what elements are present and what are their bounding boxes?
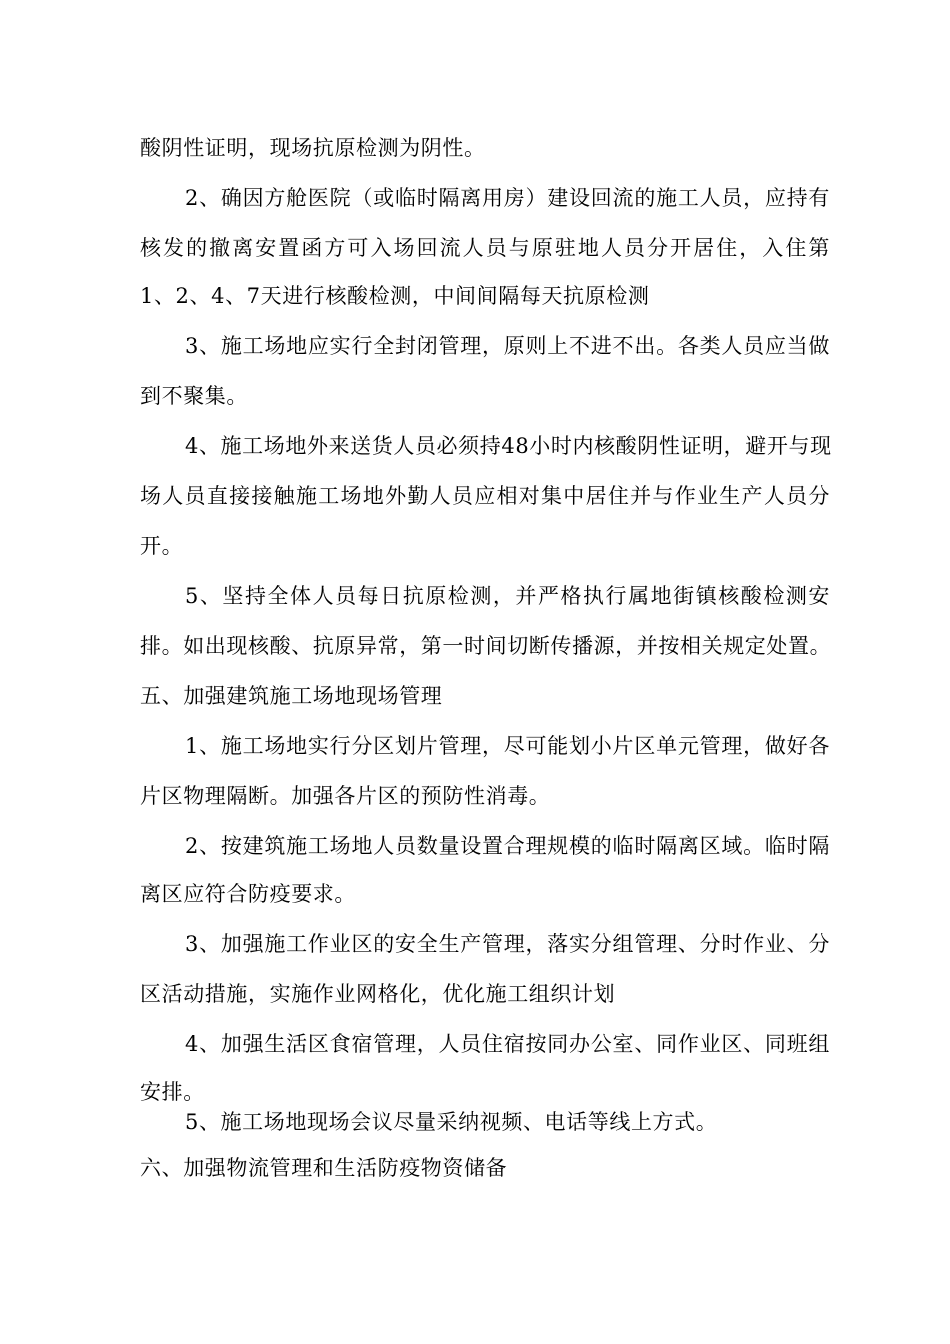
- section5-item-4-line-2: 安排。: [140, 1080, 205, 1104]
- paragraph-4-line-3: 开。: [140, 534, 184, 558]
- section5-item-5: 5、施工场地现场会议尽量采纳视频、电话等线上方式。: [185, 1110, 718, 1134]
- paragraph-3-line-2: 到不聚集。: [140, 384, 248, 408]
- paragraph-2-line-3: 1、2、4、7天进行核酸检测，中间间隔每天抗原检测: [140, 284, 650, 308]
- paragraph-5-line-1: 5、坚持全体人员每日抗原检测，并严格执行属地街镇核酸检测安: [185, 584, 830, 608]
- paragraph-3-line-1: 3、施工场地应实行全封闭管理，原则上不进不出。各类人员应当做: [185, 334, 830, 358]
- section5-item-3-line-2: 区活动措施，实施作业网格化，优化施工组织计划: [140, 982, 616, 1006]
- paragraph-2-line-2: 核发的撤离安置函方可入场回流人员与原驻地人员分开居住，入住第: [140, 236, 830, 260]
- paragraph-4-line-1: 4、施工场地外来送货人员必须持48小时内核酸阴性证明，避开与现: [185, 434, 832, 458]
- paragraph-5-line-2: 排。如出现核酸、抗原异常，第一时间切断传播源，并按相关规定处置。: [140, 634, 832, 658]
- section5-item-1-line-2: 片区物理隔断。加强各片区的预防性消毒。: [140, 784, 551, 808]
- section5-item-2-line-2: 离区应符合防疫要求。: [140, 882, 356, 906]
- section5-item-1-line-1: 1、施工场地实行分区划片管理，尽可能划小片区单元管理，做好各: [185, 734, 830, 758]
- paragraph-4-line-2: 场人员直接接触施工场地外勤人员应相对集中居住并与作业生产人员分: [140, 484, 830, 508]
- section-heading-five: 五、加强建筑施工场地现场管理: [140, 684, 443, 708]
- text-line: 酸阴性证明，现场抗原检测为阴性。: [140, 136, 486, 160]
- section5-item-2-line-1: 2、按建筑施工场地人员数量设置合理规模的临时隔离区域。临时隔: [185, 834, 830, 858]
- section5-item-3-line-1: 3、加强施工作业区的安全生产管理，落实分组管理、分时作业、分: [185, 932, 830, 956]
- section-heading-six: 六、加强物流管理和生活防疫物资储备: [140, 1156, 508, 1180]
- section5-item-4-line-1: 4、加强生活区食宿管理，人员住宿按同办公室、同作业区、同班组: [185, 1032, 830, 1056]
- paragraph-2-line-1: 2、确因方舱医院（或临时隔离用房）建设回流的施工人员，应持有: [185, 186, 830, 210]
